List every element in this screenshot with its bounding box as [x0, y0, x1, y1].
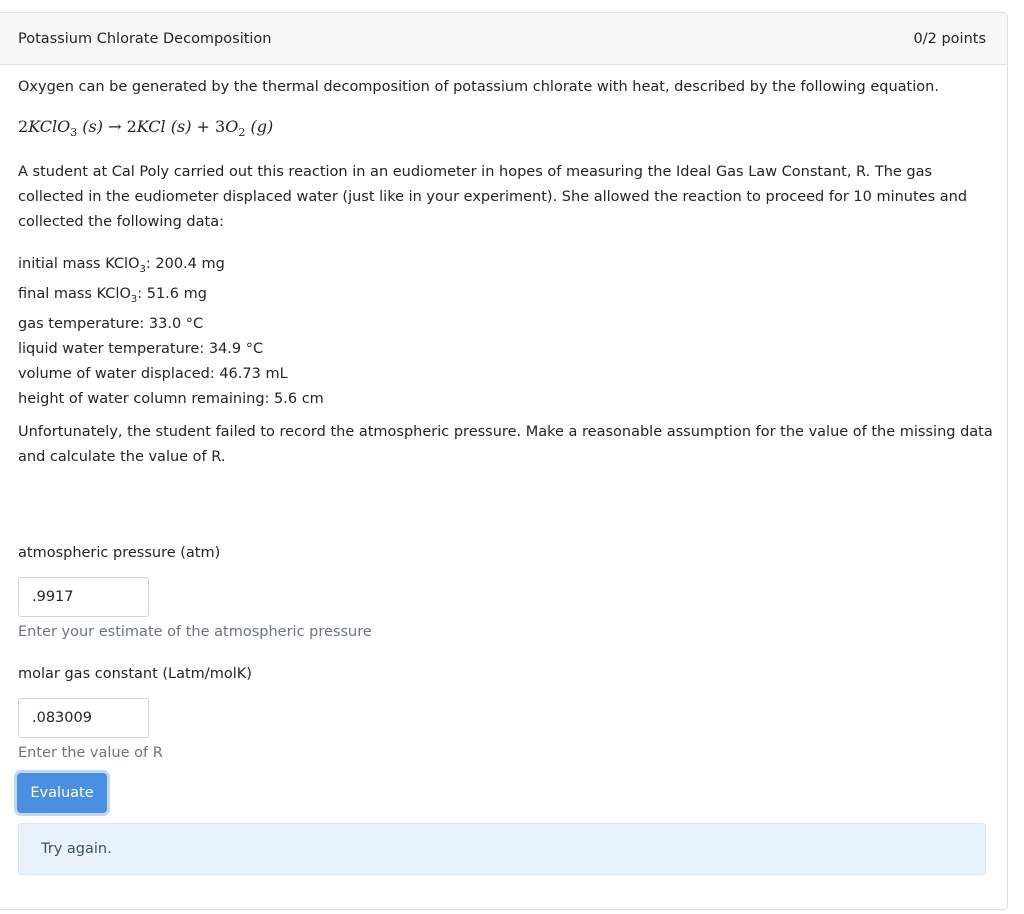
pressure-help: Enter your estimate of the atmospheric pressure — [18, 624, 372, 640]
instructions-text: Unfortunately, the student failed to record the atmospheric pressure. Make a reasonable assumption for the value of the missing data and calculate the value of R. — [18, 424, 993, 465]
pressure-input[interactable] — [18, 577, 149, 617]
column-height: height of water column remaining: 5.6 cm — [18, 390, 324, 407]
initial-mass: initial mass KClO$_3$: 200.4 mg — [18, 256, 225, 275]
problem-title: Potassium Chlorate Decomposition — [18, 30, 272, 47]
liquid-temperature: liquid water temperature: 34.9 °C — [18, 340, 264, 357]
intro-text: Oxygen can be generated by the thermal decomposition of potassium chlorate with heat, described by the following equation. — [18, 79, 939, 95]
data-list — [18, 252, 324, 412]
r-input[interactable] — [18, 698, 149, 738]
problem-description: A student at Cal Poly carried out this reaction in an eudiometer in hopes of measuring the Ideal Gas Law Constant, R. The gas collected in the eudiometer displaced water (just like in your experiment). She allowed the reaction to proceed for 10 minutes and collected the following data: — [18, 164, 968, 230]
points-badge: 0/2 points — [913, 30, 986, 47]
r-label: molar gas constant (Latm/molK) — [18, 666, 252, 682]
gas-temperature: gas temperature: 33.0 °C — [18, 315, 204, 332]
final-mass: final mass KClO$_3$: 51.6 mg — [18, 285, 207, 305]
pressure-label: atmospheric pressure (atm) — [18, 545, 221, 561]
volume-displaced: volume of water displaced: 46.73 mL — [18, 365, 288, 382]
feedback-text: Try again. — [41, 841, 112, 857]
r-help: Enter the value of R — [18, 745, 163, 761]
evaluate-button[interactable]: Evaluate — [17, 773, 107, 813]
card-header — [0, 13, 1007, 65]
feedback-alert — [18, 823, 986, 875]
chemical-equation: 2KClO$_3$ (s) → 2KCl $(s) + 3O_2$ (g) — [18, 117, 274, 140]
